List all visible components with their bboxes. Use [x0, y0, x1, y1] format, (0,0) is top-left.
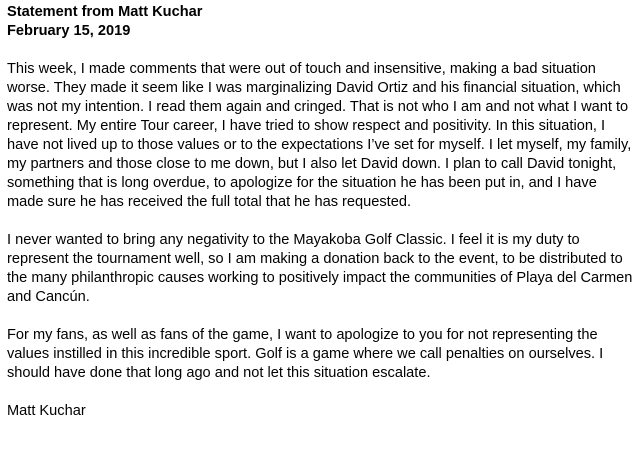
paragraph-spacer: [7, 307, 634, 326]
statement-signature: Matt Kuchar: [7, 403, 86, 419]
statement-title: Statement from Matt Kuchar: [7, 4, 203, 20]
paragraph-spacer: [7, 383, 634, 402]
statement-paragraph-1: This week, I made comments that were out of touch and insensitive, making a bad situation worse. They made it seem like I was marginalizing David Ortiz and his financial situation, which was not my intention. I read them again and cringed. That is not who I am and not what I want to represent. My entire Tour career, I have tried to show respect and positivity. In this situation, I have not lived up to those values or to the expectations I’ve set for myself. I let myself, my family, my partners and those close to me down, but I also let David down. I plan to call David tonight, something that is long overdue, to apologize for the situation he has been put in, and I have made sure he has received the full total that he has requested.: [7, 61, 632, 210]
statement-paragraph-3: For my fans, as well as fans of the game, I want to apologize to you for not representing the values instilled in this incredible sport. Golf is a game where we call penalties on ourselves. I should have done that long ago and not let this situation escalate.: [7, 327, 604, 381]
statement-paragraph-2: I never wanted to bring any negativity to the Mayakoba Golf Classic. I feel it is my duty to represent the tournament well, so I am making a donation back to the event, to be distributed to the many philanthropic causes working to positively impact the communities of Playa del Carmen and Cancún.: [7, 232, 633, 305]
statement-date: February 15, 2019: [7, 23, 131, 39]
paragraph-spacer: [7, 41, 634, 60]
paragraph-spacer: [7, 212, 634, 231]
